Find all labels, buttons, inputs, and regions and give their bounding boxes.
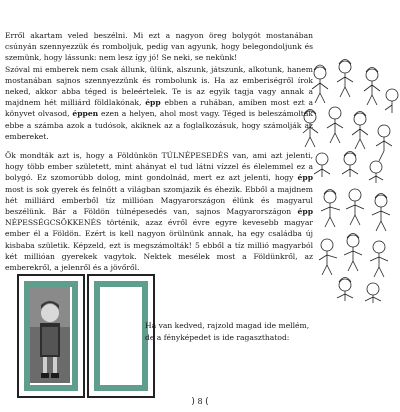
photo-frame-left bbox=[17, 274, 85, 398]
emphasis-word: épp bbox=[297, 207, 313, 217]
vintage-child-photo bbox=[30, 287, 70, 383]
emphasis-word: épp bbox=[145, 98, 161, 108]
ear-icon: ( bbox=[205, 397, 209, 407]
paragraph-intro-text-3: ebben a ruhában, amiben most ezt a könyvet olvasod, bbox=[5, 98, 314, 119]
paragraph-intro bbox=[5, 30, 313, 142]
paragraph-population-text-3: NÉPESSÉGCSÖKKENÉS történik, azaz évről évre egyre kevesebb magyar ember él a Földön. Ezért is kell nagyon örülnünk annak, ha egy családba új kisbaba születik. Képzeld, ezt is megszámolták! 5 ebből a tíz millió magyarból két millióan gyerekek vagytok. Nektek mesélek most a Földünkről, az emberekről, a jelenről és a jövőről. bbox=[5, 218, 313, 273]
photo-frame-border bbox=[94, 281, 148, 391]
paragraph-intro-text-2: Szóval mi emberek nem csak állunk, ülünk, alszunk, játszunk, alkotunk, hanem mostanában sajnos szennyezzünk és rombolunk is. Ha az emberiségről írok neked, akkor abba téged is beleértelek. Te is az egyik tagja vagy annak a majdnem hét milliárd földlakónak, bbox=[5, 64, 313, 108]
draw-yourself-prompt: Ha van kedved, rajzold magad ide mellém, de a fényképedet is ide ragaszthatod: bbox=[145, 321, 310, 342]
paragraph-population-text-2: most is sok gyerek és felnőtt a világban szomjazik és éhezik. Ebből a majdnem hét milliárd emberből tíz millióan Magyarországon élünk és magyarul beszélünk. Bár a Földön túlnépesedés van, sajnos Magyarországon bbox=[5, 184, 313, 217]
paragraph-intro-text-4: ezen a helyen, ahol most vagy. Téged is beleszámoltak ebbe a számba azok a tudósok, akiknek az a foglalkozásuk, hogy számolják az embereket. bbox=[5, 109, 313, 141]
emphasis-word: épp bbox=[297, 173, 313, 183]
emphasis-word: éppen bbox=[72, 109, 99, 119]
paragraph-population bbox=[5, 150, 313, 273]
paragraph-population-text-1: Ők mondták azt is, hogy a Földünkön TÚLNÉPESEDÉS van, ami azt jelenti, hogy több ember született, mint ahányat el tud látni vízzel és élelemmel ez a bolygó. Ez szomorúbb dolog, mint gondolnád, mert ez azt jelenti, hogy bbox=[5, 151, 313, 183]
paragraph-intro-text-1: Erről akartam veled beszélni. Mi ezt a nagyon öreg bolygót mostanában csúnyán szennyezzük és romboljuk, pedig van agyunk, hogy belegondoljunk és szemünk, hogy lássunk: nem lesz így jó! Se neki, se nekünk! bbox=[5, 31, 313, 63]
children-crowd-illustration-bottom bbox=[315, 185, 400, 305]
page-number: 8 bbox=[197, 397, 203, 406]
ear-icon: ) bbox=[191, 397, 195, 407]
photo-frame-border bbox=[24, 281, 78, 391]
children-crowd-illustration-top bbox=[297, 55, 400, 185]
page-footer bbox=[0, 396, 400, 408]
